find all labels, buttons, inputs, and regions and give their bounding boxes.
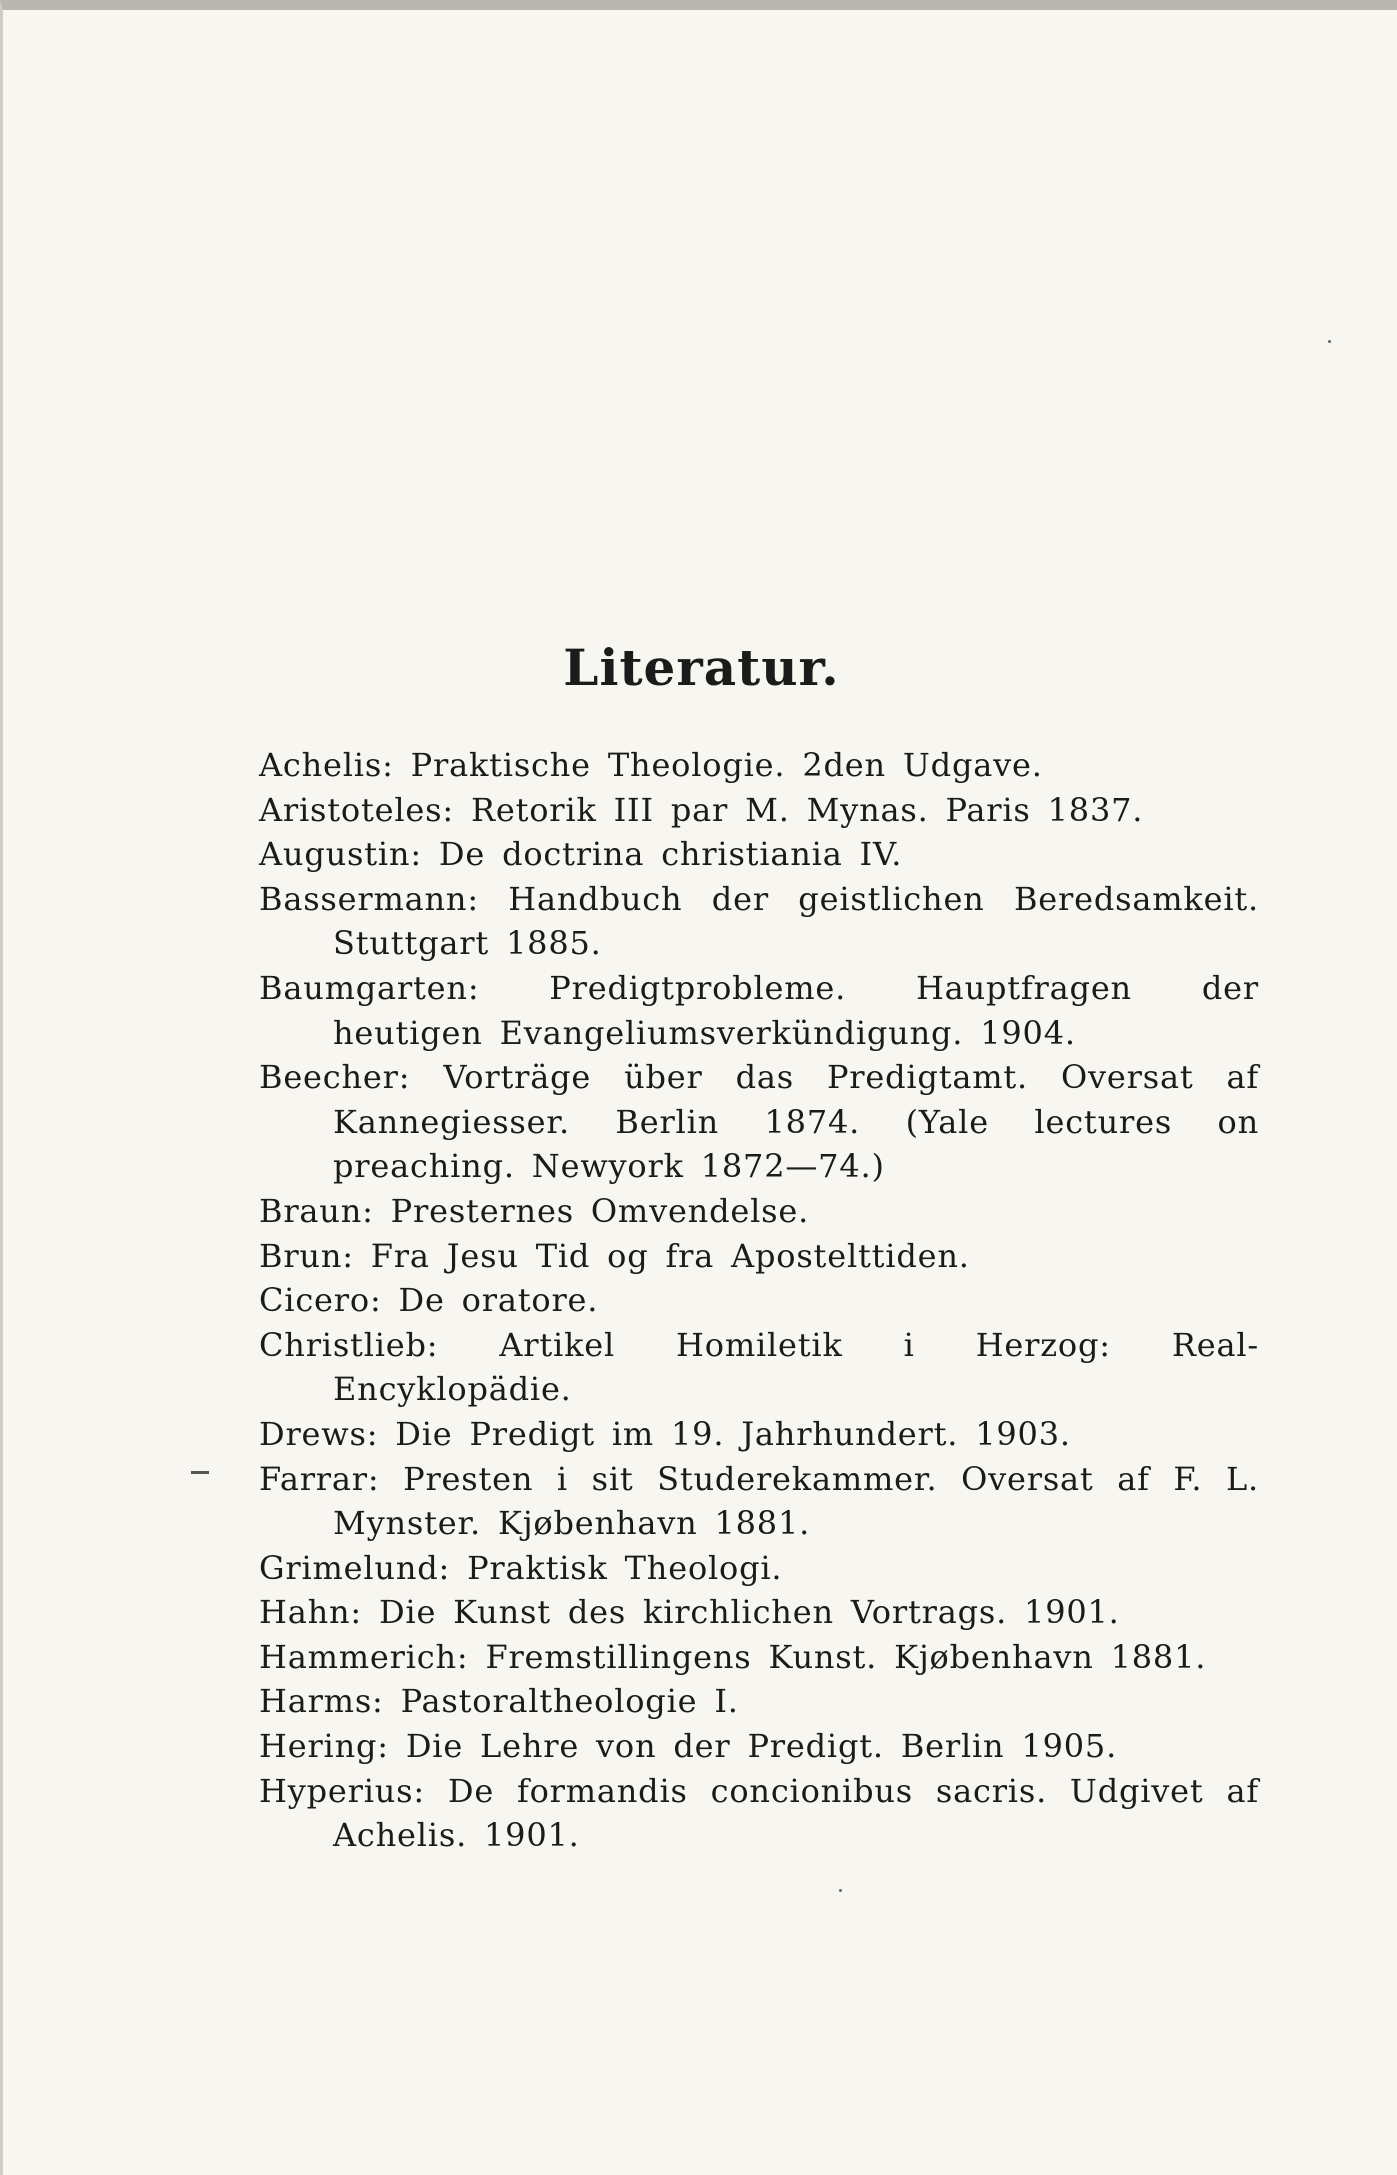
bibliography-entry: Achelis: Praktische Theologie. 2den Udgave.: [259, 746, 1043, 784]
page-title: Literatur.: [563, 638, 840, 697]
entry-author: Braun: [259, 1191, 363, 1230]
bibliography-entry: Harms: Pastoraltheologie I.: [259, 1682, 739, 1721]
bibliography-list: [259, 743, 1259, 1858]
entry-author: Aristoteles: [259, 790, 443, 829]
bibliography-entry: Baumgarten: Predigtprobleme. Hauptfragen der heutigen Evangeliumsverkündigung. 1904.: [259, 968, 1259, 1052]
paper-speck: [1328, 340, 1331, 343]
entry-text: Retorik III par M. Mynas. Paris 1837.: [470, 790, 1144, 829]
entry-author: Augustin: [259, 835, 411, 874]
entry-text: Praktisk Theologi.: [467, 1548, 783, 1587]
entry-author: Achelis: [259, 746, 383, 784]
entry-author: Cicero: [259, 1281, 370, 1320]
entry-text: Artikel Homiletik i Herzog: Real-Encyklopädie.: [333, 1325, 1259, 1409]
bibliography-entry: Aristoteles: Retorik III par M. Mynas. Paris 1837.: [259, 790, 1144, 829]
bibliography-entry: Hering: Die Lehre von der Predigt. Berlin 1905.: [259, 1727, 1118, 1766]
entry-text: Fra Jesu Tid og fra Apostelttiden.: [370, 1236, 970, 1275]
entry-text: Praktische Theologie. 2den Udgave.: [410, 746, 1043, 784]
bibliography-entry: Drews: Die Predigt im 19. Jahrhundert. 1903.: [259, 1414, 1071, 1453]
entry-text: Presten i sit Studerekammer. Oversat af F. L. Mynster. Kjøbenhavn 1881.: [333, 1459, 1259, 1543]
bibliography-entry: Hyperius: De formandis concionibus sacris. Udgivet af Achelis. 1901.: [259, 1771, 1259, 1855]
paper-speck: [839, 1889, 842, 1892]
bibliography-entry: Grimelund: Praktisk Theologi.: [259, 1548, 783, 1587]
entry-author: Hahn: [259, 1593, 351, 1632]
entry-author: Beecher: [259, 1058, 399, 1097]
entry-text: Die Lehre von der Predigt. Berlin 1905.: [405, 1727, 1118, 1766]
entry-author: Hyperius: [259, 1771, 414, 1810]
entry-author: Bassermann: [259, 879, 468, 918]
entry-author: Hering: [259, 1727, 378, 1766]
entry-text: Presternes Omvendelse.: [390, 1191, 810, 1230]
entry-author: Baumgarten: [259, 968, 468, 1007]
bibliography-entry: Brun: Fra Jesu Tid og fra Apostelttiden.: [259, 1236, 970, 1275]
entry-text: De doctrina christiania IV.: [438, 835, 903, 874]
bibliography-entry: Christlieb: Artikel Homiletik i Herzog: Real-Encyklopädie.: [259, 1325, 1259, 1409]
entry-author: Hammerich: [259, 1637, 457, 1676]
entry-text: Die Predigt im 19. Jahrhundert. 1903.: [395, 1414, 1071, 1453]
entry-author: Christlieb: [259, 1325, 427, 1364]
bibliography-entry: Augustin: De doctrina christiania IV.: [259, 835, 903, 874]
bibliography-entry: Hammerich: Fremstillingens Kunst. Kjøbenhavn 1881.: [259, 1637, 1207, 1676]
entry-author: Drews: [259, 1414, 367, 1453]
entry-text: Handbuch der geistlichen Beredsamkeit. Stuttgart 1885.: [333, 879, 1259, 963]
bibliography-entry: Bassermann: Handbuch der geistlichen Beredsamkeit. Stuttgart 1885.: [259, 879, 1259, 963]
bibliography-entry: Hahn: Die Kunst des kirchlichen Vortrags. 1901.: [259, 1593, 1120, 1632]
margin-mark: [191, 1471, 209, 1474]
entry-text: Vorträge über das Predigtamt. Oversat af Kannegiesser. Berlin 1874. (Yale lectures on preaching. Newyork 1872—74.): [333, 1058, 1259, 1186]
entry-text: Die Kunst des kirchlichen Vortrags. 1901.: [378, 1593, 1120, 1632]
bibliography-entry: Beecher: Vorträge über das Predigtamt. Oversat af Kannegiesser. Berlin 1874. (Yale lectures on preaching. Newyork 1872—74.): [259, 1058, 1259, 1186]
entry-text: Fremstillingens Kunst. Kjøbenhavn 1881.: [485, 1637, 1207, 1676]
entry-author: Grimelund: [259, 1548, 439, 1587]
entry-author: Farrar: [259, 1459, 368, 1498]
bibliography-entry: Farrar: Presten i sit Studerekammer. Oversat af F. L. Mynster. Kjøbenhavn 1881.: [259, 1459, 1259, 1543]
entry-author: Harms: [259, 1682, 373, 1721]
entry-author: Brun: [259, 1236, 343, 1275]
bibliography-entry: Cicero: De oratore.: [259, 1281, 599, 1320]
entry-text: Pastoraltheologie I.: [400, 1682, 739, 1721]
entry-text: Predigtprobleme. Hauptfragen der heutigen Evangeliumsverkündigung. 1904.: [333, 968, 1259, 1052]
bibliography-entry: Braun: Presternes Omvendelse.: [259, 1191, 810, 1230]
entry-text: De oratore.: [398, 1281, 599, 1320]
entry-text: De formandis concionibus sacris. Udgivet af Achelis. 1901.: [333, 1771, 1259, 1855]
